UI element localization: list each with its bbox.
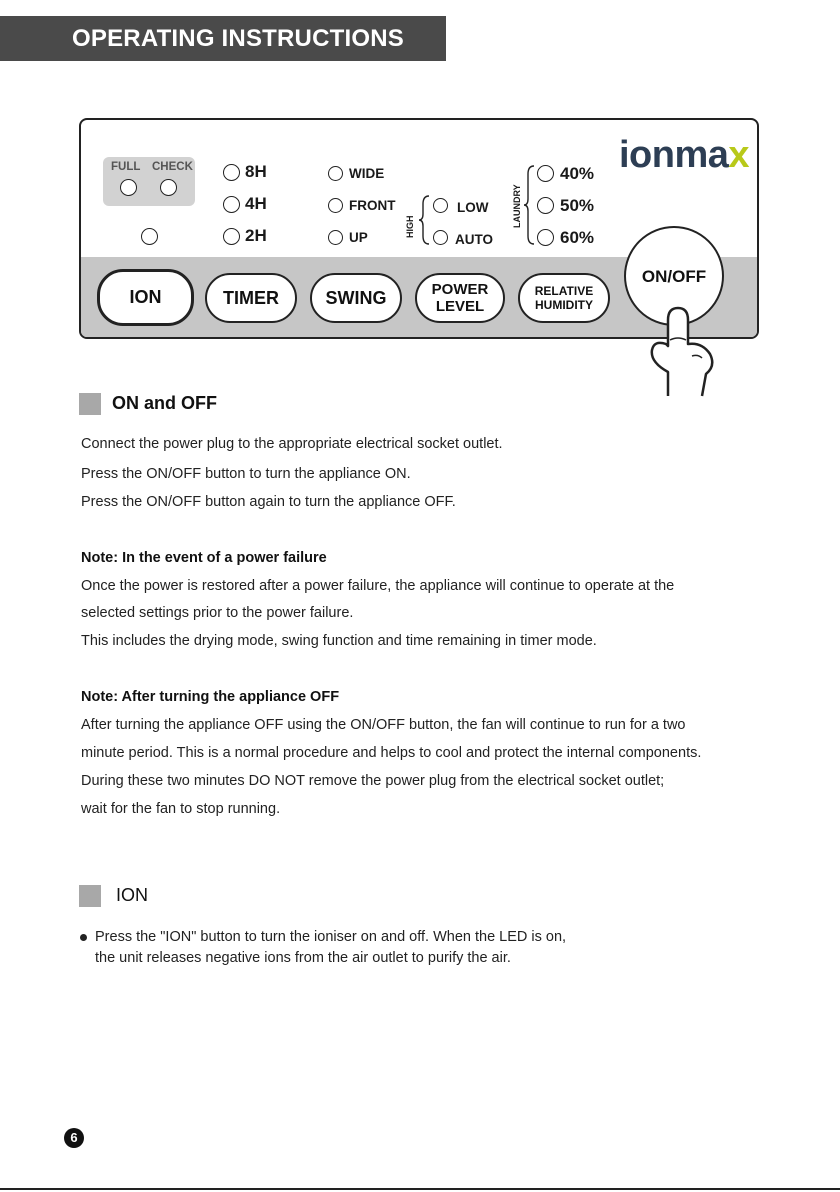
on-off-button[interactable]: ON/OFF <box>624 226 724 326</box>
relative-humidity-button[interactable]: RELATIVE HUMIDITY <box>518 273 610 323</box>
paragraph-line: This includes the drying mode, swing function and time remaining in timer mode. <box>81 633 597 649</box>
power-low-led <box>433 198 448 213</box>
section-marker <box>79 393 101 415</box>
swing-wide-led <box>328 166 343 181</box>
timer-8h-label: 8H <box>245 162 267 181</box>
swing-front-label: FRONT <box>349 198 396 213</box>
ionmax-logo: ionmax <box>619 134 750 176</box>
check-label: CHECK <box>152 161 193 173</box>
paragraph-line: Press the ON/OFF button again to turn the appliance OFF. <box>81 494 456 510</box>
paragraph-line: minute period. This is a normal procedure and helps to cool and protect the internal components. <box>81 745 702 761</box>
swing-button[interactable]: SWING <box>310 273 402 323</box>
humidity-40-led <box>537 165 554 182</box>
timer-8h-led <box>223 164 240 181</box>
ion-button[interactable]: ION <box>97 269 194 326</box>
high-label: HIGH <box>405 215 415 238</box>
humidity-brace <box>524 164 536 246</box>
section-heading-on-off: ON and OFF <box>112 393 217 413</box>
laundry-label: LAUNDRY <box>512 184 522 228</box>
timer-4h-led <box>223 196 240 213</box>
paragraph-line: the unit releases negative ions from the air outlet to purify the air. <box>95 950 511 966</box>
bullet-icon <box>80 934 87 941</box>
section-marker <box>79 885 101 907</box>
humidity-50-led <box>537 197 554 214</box>
humidity-60-label: 60% <box>560 228 595 247</box>
paragraph-line: Press the "ION" button to turn the ioniser on and off. When the LED is on, <box>95 929 567 945</box>
power-auto-led <box>433 230 448 245</box>
swing-front-led <box>328 198 343 213</box>
paragraph-line: wait for the fan to stop running. <box>81 801 281 817</box>
timer-2h-led <box>223 228 240 245</box>
timer-4h-label: 4H <box>245 194 267 213</box>
header-bar <box>0 16 446 61</box>
power-auto-label: AUTO <box>455 232 494 247</box>
footer-rule <box>0 1188 840 1190</box>
humidity-50-label: 50% <box>560 196 595 215</box>
swing-wide-label: WIDE <box>349 166 385 181</box>
paragraph-line: After turning the appliance OFF using the ON/OFF button, the fan will continue to run for a two <box>81 717 686 733</box>
paragraph-line: Connect the power plug to the appropriate electrical socket outlet. <box>81 436 503 452</box>
page-number: 6 <box>64 1128 84 1148</box>
power-brace <box>419 194 431 246</box>
timer-2h-label: 2H <box>245 226 267 245</box>
power-level-button[interactable]: POWER LEVEL <box>415 273 505 323</box>
power-low-label: LOW <box>457 200 489 215</box>
pressing-finger-icon <box>640 300 720 400</box>
paragraph-line: Once the power is restored after a power failure, the appliance will continue to operate at the <box>81 578 675 594</box>
paragraph-line: selected settings prior to the power failure. <box>81 605 354 621</box>
ion-led <box>141 228 158 245</box>
note-title-after-off: Note: After turning the appliance OFF <box>81 689 340 705</box>
swing-up-label: UP <box>349 230 368 245</box>
full-led <box>120 179 137 196</box>
page-title: OPERATING INSTRUCTIONS <box>72 25 404 52</box>
section-heading-ion: ION <box>116 885 149 905</box>
paragraph-line: Press the ON/OFF button to turn the appliance ON. <box>81 466 411 482</box>
humidity-60-led <box>537 229 554 246</box>
swing-up-led <box>328 230 343 245</box>
humidity-40-label: 40% <box>560 164 595 183</box>
check-led <box>160 179 177 196</box>
filter-indicator-box <box>103 157 195 206</box>
full-label: FULL <box>111 161 141 173</box>
paragraph-line: During these two minutes DO NOT remove the power plug from the electrical socket outlet; <box>81 773 665 789</box>
timer-button[interactable]: TIMER <box>205 273 297 323</box>
note-title-power-failure: Note: In the event of a power failure <box>81 550 327 566</box>
